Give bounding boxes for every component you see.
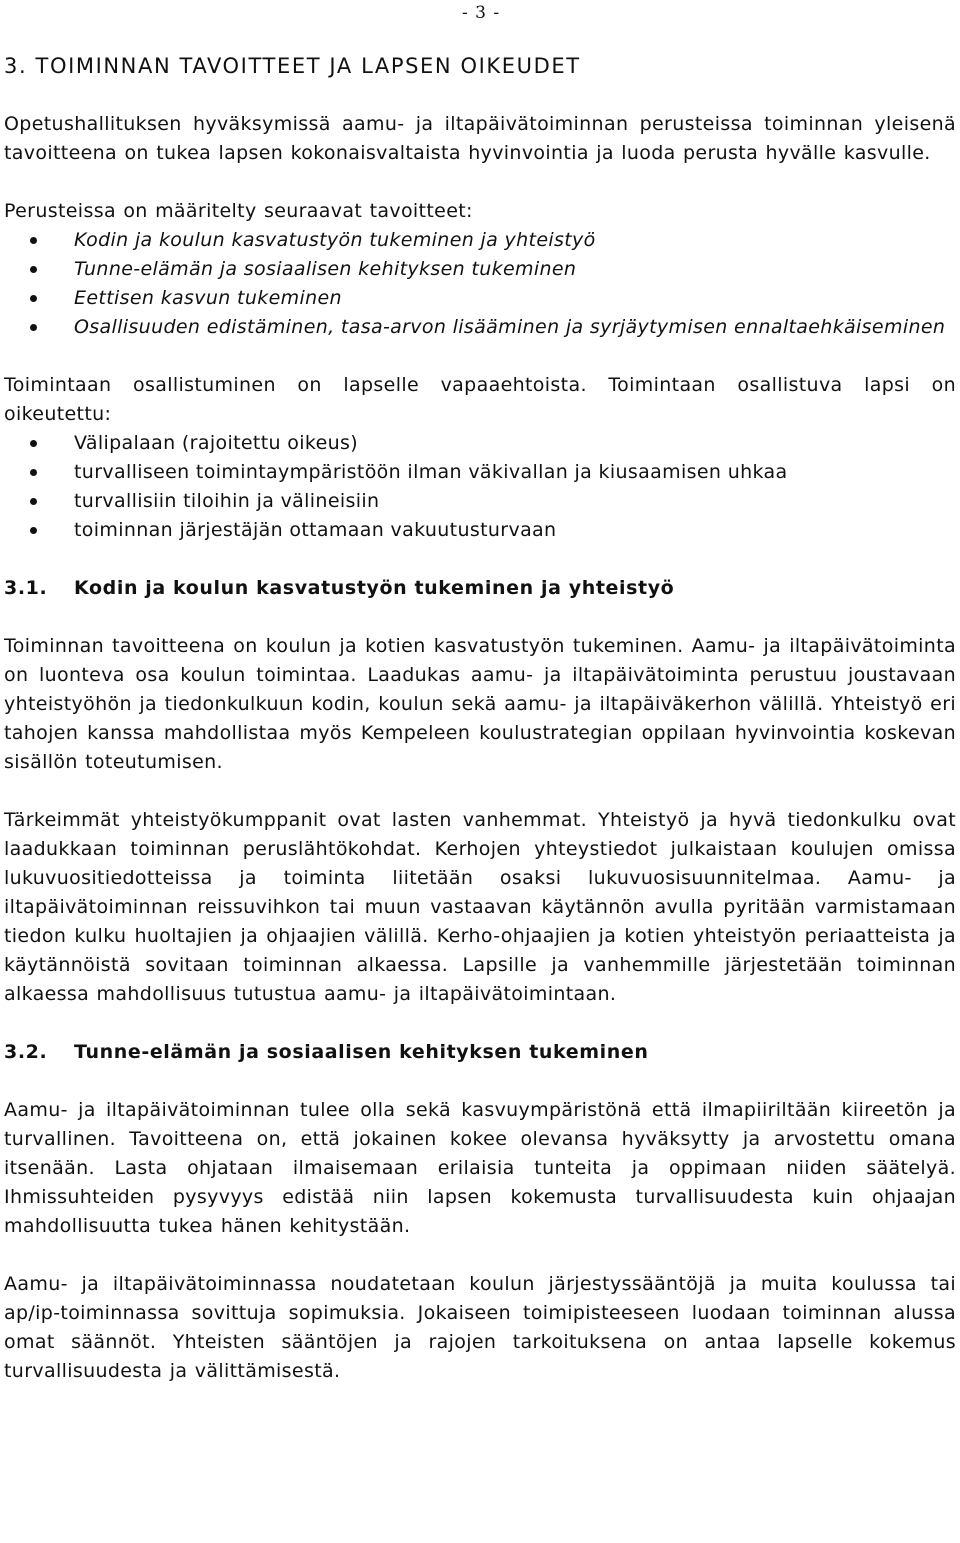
bullet-icon	[30, 498, 37, 505]
subsection-heading-3-2	[4, 1038, 956, 1067]
paragraph: Tärkeimmät yhteistyökumppanit ovat lasten vanhemmat. Yhteistyö ja hyvä tiedonkulku ovat laadukkaan toiminnan peruslähtökohdat. Kerhojen yhteystiedot julkaistaan koulujen omissa lukuvuositiedotteissa ja toiminta liitetään osaksi lukuvuosisuunnitelmaa. Aamu- ja iltapäivätoiminnan reissuvihkon tai muun vastaavan käytännön avulla pyritään varmistamaan tiedon kulku huoltajien ja ohjaajien välillä. Kerho-ohjaajien ja kotien yhteistyön periaatteista ja käytännöistä sovitaan toiminnan alkaessa. Lapsille ja vanhemmille järjestetään toiminnan alkaessa mahdollisuus tutustua aamu- ja iltapäivätoimintaan.	[4, 809, 956, 1005]
spacer	[4, 545, 956, 574]
intro-paragraph: Opetushallituksen hyväksymissä aamu- ja iltapäivätoiminnan perusteissa toiminnan yleisenä tavoitteena on tukea lapsen kokonaisvaltaista hyvinvointia ja luoda perusta hyvälle kasvulle.	[4, 113, 956, 164]
list-item: turvalliseen toimintaympäristöön ilman väkivallan ja kiusaamisen uhkaa	[4, 458, 956, 487]
list-item: Osallisuuden edistäminen, tasa-arvon lisääminen ja syrjäytymisen ennaltaehkäiseminen	[4, 313, 956, 342]
list-item: Kodin ja koulun kasvatustyön tukeminen ja yhteistyö	[4, 226, 956, 255]
bullet-icon	[30, 469, 37, 476]
bullet-icon	[30, 237, 37, 244]
list-item: turvallisiin tiloihin ja välineisiin	[4, 487, 956, 516]
paragraph: Toiminnan tavoitteena on koulun ja kotien kasvatustyön tukeminen. Aamu- ja iltapäivätoiminta on luonteva osa koulun toimintaa. Laadukas aamu- ja iltapäivätoiminta perustuu joustavaan yhteistyöhön ja tiedonkulkuun kodin, koulun sekä aamu- ja iltapäiväkerhon välillä. Yhteistyö eri tahojen kanssa mahdollistaa myös Kempeleen koulustrategian oppilaan hyvinvointia koskevan sisällön toteutumisen.	[4, 635, 956, 773]
spacer	[4, 168, 956, 197]
bullet-icon	[30, 266, 37, 273]
list-item: Tunne-elämän ja sosiaalisen kehityksen tukeminen	[4, 255, 956, 284]
bullet-icon	[30, 527, 37, 534]
subsection-number: 3.1.	[4, 577, 48, 599]
document-body	[4, 110, 956, 1386]
paragraph: Aamu- ja iltapäivätoiminnassa noudatetaan koulun järjestyssääntöjä ja muita koulussa tai ap/ip-toiminnassa sovittuja sopimuksia. Jokaiseen toimipisteeseen luodaan toiminnan alussa omat säännöt. Yhteisten sääntöjen ja rajojen tarkoituksena on antaa lapselle kokemus turvallisuudesta ja välittämisestä.	[4, 1273, 956, 1382]
spacer	[4, 603, 956, 632]
list-item: Välipalaan (rajoitettu oikeus)	[4, 429, 956, 458]
spacer	[4, 777, 956, 806]
page-number: - 3 -	[462, 3, 501, 23]
goals-list	[4, 226, 956, 342]
bullet-icon	[30, 440, 37, 447]
subsection-title: Tunne-elämän ja sosiaalisen kehityksen tukeminen	[74, 1041, 649, 1063]
goals-intro: Perusteissa on määritelty seuraavat tavoitteet:	[4, 200, 473, 222]
paragraph: Aamu- ja iltapäivätoiminnan tulee olla sekä kasvuympäristönä että ilmapiiriltään kiireetön ja turvallinen. Tavoitteena on, että jokainen kokee olevansa hyväksytty ja arvostettu omana itsenään. Lasta ohjataan ilmaisemaan erilaisia tunteita ja oppimaan niiden säätelyä. Ihmissuhteiden pysyvyys edistää niin lapsen kokemusta turvallisuudesta kuin ohjaajan mahdollisuutta tukea hänen kehitystään.	[4, 1099, 956, 1237]
section-title: 3. TOIMINNAN TAVOITTEET JA LAPSEN OIKEUDET	[4, 54, 581, 78]
list-item: toiminnan järjestäjän ottamaan vakuutusturvaan	[4, 516, 956, 545]
spacer	[4, 342, 956, 371]
list-item: Eettisen kasvun tukeminen	[4, 284, 956, 313]
rights-list	[4, 429, 956, 545]
spacer	[4, 1009, 956, 1038]
spacer	[4, 1241, 956, 1270]
bullet-icon	[30, 324, 37, 331]
rights-intro: Toimintaan osallistuminen on lapselle vapaaehtoista. Toimintaan osallistuva lapsi on oikeutettu:	[4, 374, 956, 425]
subsection-heading-3-1	[4, 574, 956, 603]
bullet-icon	[30, 295, 37, 302]
subsection-number: 3.2.	[4, 1041, 48, 1063]
subsection-title: Kodin ja koulun kasvatustyön tukeminen ja yhteistyö	[74, 577, 675, 599]
spacer	[4, 1067, 956, 1096]
